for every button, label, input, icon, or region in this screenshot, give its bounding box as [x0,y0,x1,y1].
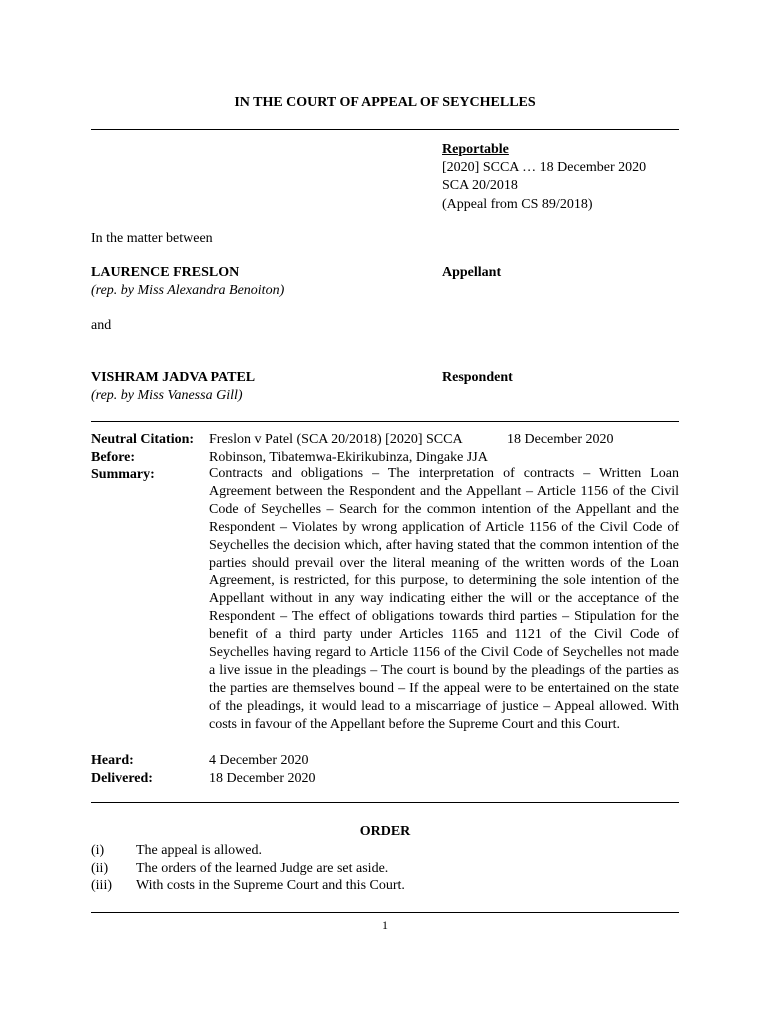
respondent-name: VISHRAM JADVA PATEL [91,370,256,385]
order-item-text: With costs in the Supreme Court and this Court. [136,878,405,893]
reportable-label: Reportable [442,142,509,157]
divider-top [91,129,679,130]
divider-middle [91,421,679,422]
delivered-value: 18 December 2020 [209,771,316,786]
order-item [91,842,262,860]
before-value: Robinson, Tibatemwa-Ekirikubinza, Dingake JJA [209,450,488,465]
order-item-text: The orders of the learned Judge are set aside. [136,861,389,876]
delivered-label: Delivered: [91,771,153,786]
matter-intro: In the matter between [91,231,213,246]
order-item-number: (iii) [91,878,112,893]
case-number: SCA 20/2018 [442,178,518,193]
order-item-number: (ii) [91,861,109,876]
divider-lower [91,802,679,803]
order-heading: ORDER [359,824,411,839]
heard-label: Heard: [91,753,134,768]
conjunction-and: and [91,318,112,333]
appellant-role: Appellant [442,265,502,280]
neutral-citation-value: Freslon v Patel (SCA 20/2018) [2020] SCCA [209,432,463,447]
neutral-citation-label: Neutral Citation: [91,432,195,447]
respondent-representation: (rep. by Miss Vanessa Gill) [91,388,243,403]
order-item [91,860,388,878]
order-item-number: (i) [91,843,105,858]
order-item [91,877,405,895]
respondent-role: Respondent [442,370,513,385]
divider-footer [91,912,679,913]
page-number: 1 [382,918,388,932]
appellant-representation: (rep. by Miss Alexandra Benoiton) [91,283,285,298]
summary-label: Summary: [91,467,155,482]
summary-text: Contracts and obligations – The interpretation of contracts – Written Loan Agreement between the Respondent and the Appellant – Article 1156 of the Civil Code of Seychelles – Search for the common intention of the Appellant and the Respondent – Violates by wrong application of Article 1156 of the Civil Code of Seychelles the decision which, after having stated that the common intention of the parties should prevail over the literal meaning of the written words of the Loan Agreement, is restricted, for this purpose, to determining the sole intention of the Appellant without in any way indicating either the will or the acceptance of the Respondent – The effect of obligations towards third parties – Stipulation for the benefit of a third party under Articles 1165 and 1121 of the Civil Code of Seychelles having regard to Article 1156 of the Civil Code of Seychelles not made a live issue in the pleadings – The court is bound by the pleadings of the parties as the parties are themselves bound – If the appeal were to be entertained on the state of the pleadings, it would lead to a miscarriage of justice – Appeal allowed. With costs in favour of the Appellant before the Supreme Court and this Court. [209,466,679,732]
case-citation: [2020] SCCA … 18 December 2020 [442,160,647,175]
appellant-name: LAURENCE FRESLON [91,265,240,280]
appeal-from: (Appeal from CS 89/2018) [442,197,593,212]
before-label: Before: [91,450,136,465]
neutral-citation-date: 18 December 2020 [507,432,614,447]
court-title: IN THE COURT OF APPEAL OF SEYCHELLES [234,95,536,110]
heard-value: 4 December 2020 [209,753,309,768]
order-item-text: The appeal is allowed. [136,843,262,858]
